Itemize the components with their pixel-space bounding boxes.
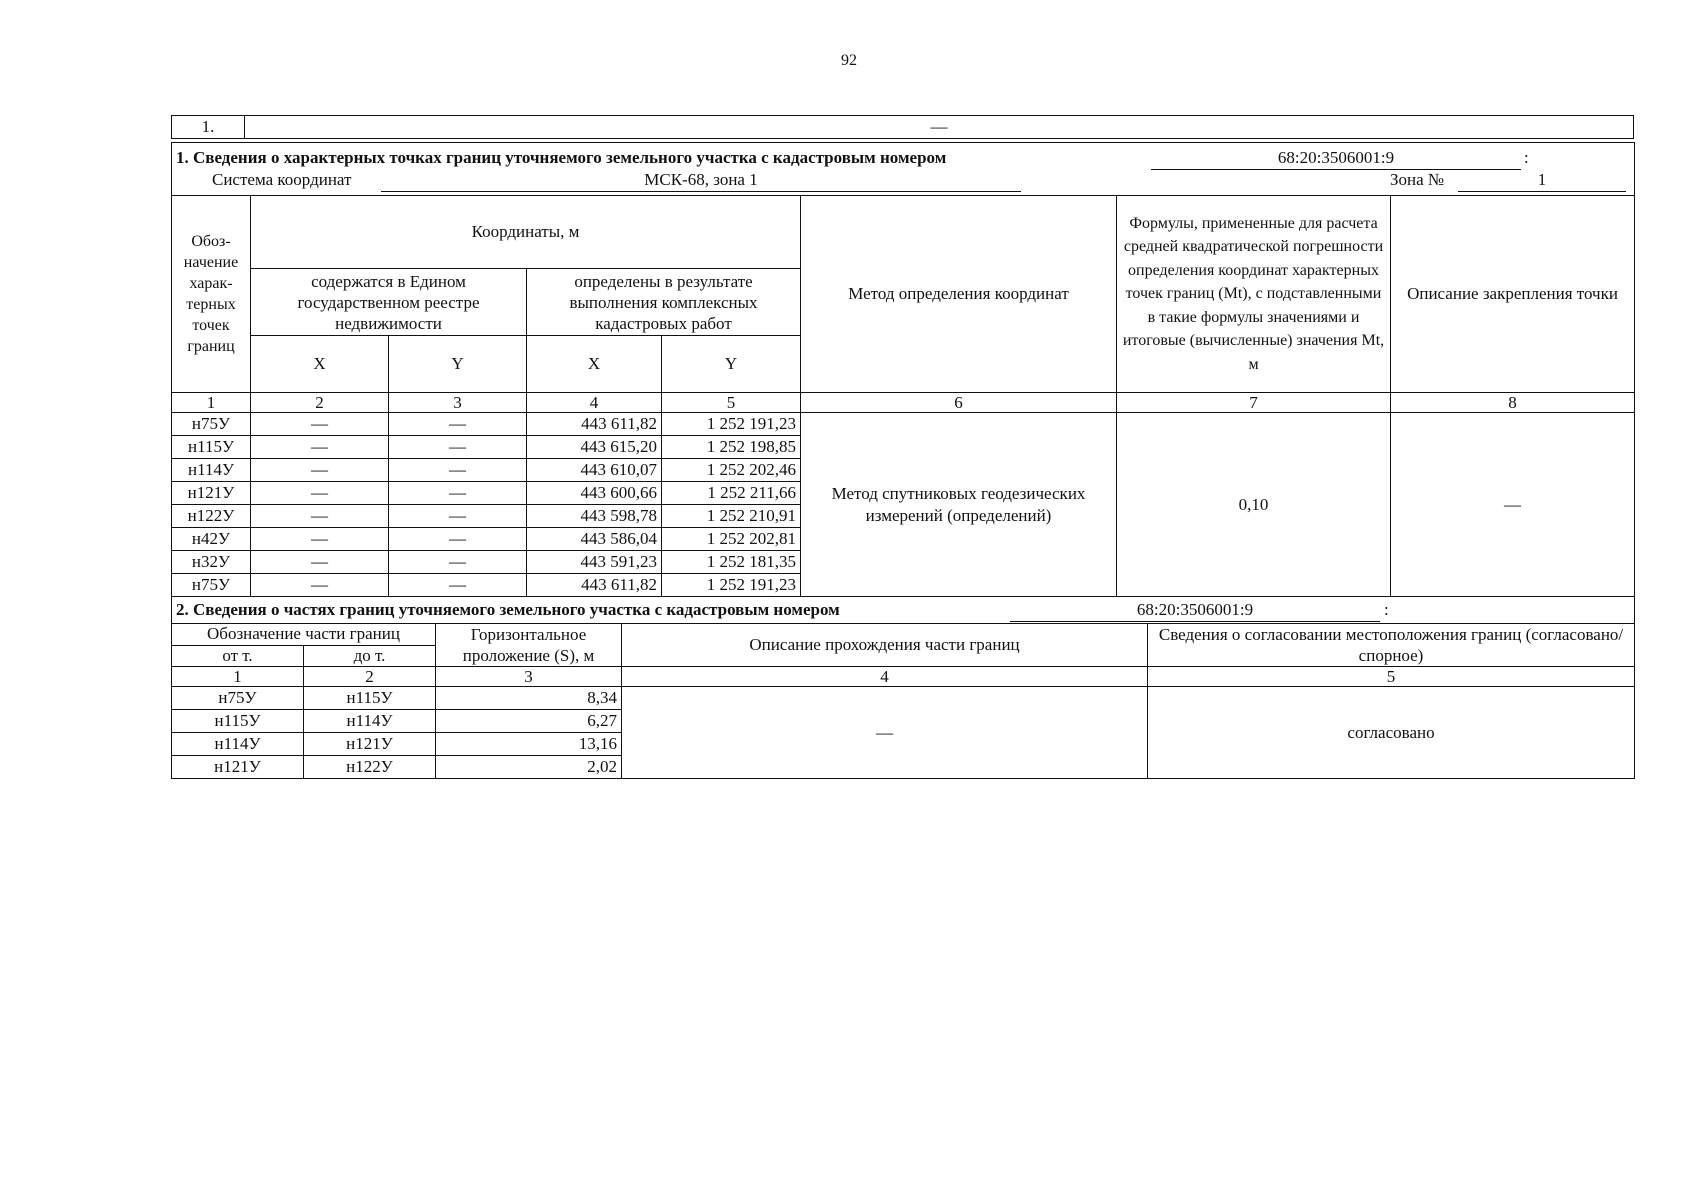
- header-x-registry: X: [251, 336, 389, 393]
- section2-cadastral-number: 68:20:3506001:9: [1010, 599, 1380, 622]
- y-coordinate: 1 252 181,35: [662, 551, 801, 574]
- y-registry: —: [389, 551, 527, 574]
- zone-value: 1: [1458, 169, 1626, 192]
- header-y-works: Y: [662, 336, 801, 393]
- section2-table: [171, 596, 1635, 779]
- y-registry: —: [389, 436, 527, 459]
- y-registry: —: [389, 413, 527, 436]
- section1-table: [171, 142, 1635, 597]
- x-coordinate: 443 591,23: [527, 551, 662, 574]
- col-number: 3: [436, 667, 622, 687]
- y-registry: —: [389, 459, 527, 482]
- col-number: 4: [622, 667, 1148, 687]
- y-coordinate: 1 252 202,46: [662, 459, 801, 482]
- horizontal-value: 2,02: [436, 756, 622, 779]
- col-number: 5: [662, 393, 801, 413]
- section2-colon: :: [1384, 600, 1389, 619]
- from-point: н75У: [172, 687, 304, 710]
- x-coordinate: 443 610,07: [527, 459, 662, 482]
- mt-value: 0,10: [1117, 413, 1391, 597]
- x-registry: —: [251, 528, 389, 551]
- point-name: н75У: [172, 574, 251, 597]
- point-name: н121У: [172, 482, 251, 505]
- y-registry: —: [389, 528, 527, 551]
- to-point: н121У: [304, 733, 436, 756]
- x-registry: —: [251, 551, 389, 574]
- x-coordinate: 443 611,82: [527, 574, 662, 597]
- top-row-value: —: [245, 116, 1634, 139]
- header-horizontal: Горизонтальное проложение (S), м: [436, 624, 622, 667]
- y-registry: —: [389, 505, 527, 528]
- header-fixing: Описание закрепления точки: [1391, 196, 1635, 393]
- zone-label: Зона №: [1390, 170, 1445, 189]
- col-number: 2: [251, 393, 389, 413]
- fixing-value: —: [1391, 413, 1635, 597]
- y-coordinate: 1 252 191,23: [662, 574, 801, 597]
- point-name: н75У: [172, 413, 251, 436]
- horizontal-value: 13,16: [436, 733, 622, 756]
- top-row-number: 1.: [172, 116, 245, 139]
- col-number: 6: [801, 393, 1117, 413]
- y-coordinate: 1 252 211,66: [662, 482, 801, 505]
- y-coordinate: 1 252 198,85: [662, 436, 801, 459]
- section1-header: [172, 143, 1635, 196]
- table-row: [172, 687, 1635, 710]
- y-coordinate: 1 252 202,81: [662, 528, 801, 551]
- header-method: Метод определения координат: [801, 196, 1117, 393]
- method-value: Метод спутниковых геодезических измерений (определений): [801, 413, 1117, 597]
- y-registry: —: [389, 482, 527, 505]
- to-point: н122У: [304, 756, 436, 779]
- from-point: н115У: [172, 710, 304, 733]
- y-registry: —: [389, 574, 527, 597]
- y-coordinate: 1 252 191,23: [662, 413, 801, 436]
- col-number: 1: [172, 667, 304, 687]
- col-number: 2: [304, 667, 436, 687]
- col-number: 8: [1391, 393, 1635, 413]
- page-number: 92: [841, 52, 857, 69]
- x-registry: —: [251, 505, 389, 528]
- x-coordinate: 443 598,78: [527, 505, 662, 528]
- header-part-designation: Обозначение части границ: [172, 624, 436, 646]
- x-coordinate: 443 586,04: [527, 528, 662, 551]
- col-number: 7: [1117, 393, 1391, 413]
- col-number: 5: [1148, 667, 1635, 687]
- section1-colon: :: [1524, 148, 1529, 167]
- header-agreement: Сведения о согласовании местоположения границ (согласовано/спорное): [1148, 624, 1635, 667]
- from-point: н114У: [172, 733, 304, 756]
- col-number: 4: [527, 393, 662, 413]
- x-coordinate: 443 615,20: [527, 436, 662, 459]
- document-sheet: [171, 115, 1634, 779]
- description-value: —: [622, 687, 1148, 779]
- header-to: до т.: [304, 645, 436, 667]
- x-coordinate: 443 611,82: [527, 413, 662, 436]
- x-registry: —: [251, 459, 389, 482]
- header-coordinates: Координаты, м: [251, 196, 801, 269]
- horizontal-value: 8,34: [436, 687, 622, 710]
- section2-header: [172, 597, 1635, 624]
- to-point: н115У: [304, 687, 436, 710]
- to-point: н114У: [304, 710, 436, 733]
- section1-title: 1. Сведения о характерных точках границ уточняемого земельного участка с кадастровым номером: [176, 148, 947, 167]
- header-x-works: X: [527, 336, 662, 393]
- point-name: н115У: [172, 436, 251, 459]
- y-coordinate: 1 252 210,91: [662, 505, 801, 528]
- x-registry: —: [251, 413, 389, 436]
- horizontal-value: 6,27: [436, 710, 622, 733]
- coord-system-value: МСК-68, зона 1: [381, 169, 1021, 192]
- col-number: 3: [389, 393, 527, 413]
- point-name: н114У: [172, 459, 251, 482]
- x-registry: —: [251, 482, 389, 505]
- x-registry: —: [251, 574, 389, 597]
- header-formulas: Формулы, примененные для расчета средней квадратической погрешности определения координат характерных точек границ (Mt), с подставленными в такие формулы значениями и итоговые (вычисленные) значения Mt, м: [1117, 196, 1391, 393]
- header-description: Описание прохождения части границ: [622, 624, 1148, 667]
- header-in-registry: содержатся в Едином государственном реестре недвижимости: [251, 269, 527, 336]
- section2-title: 2. Сведения о частях границ уточняемого земельного участка с кадастровым номером: [176, 600, 840, 619]
- header-designation: Обоз-начение харак-терных точек границ: [172, 196, 251, 393]
- section1-cadastral-number: 68:20:3506001:9: [1151, 147, 1521, 170]
- col-number: 1: [172, 393, 251, 413]
- header-by-works: определены в результате выполнения комплексных кадастровых работ: [527, 269, 801, 336]
- point-name: н32У: [172, 551, 251, 574]
- coord-system-label: Система координат: [212, 170, 352, 189]
- x-coordinate: 443 600,66: [527, 482, 662, 505]
- from-point: н121У: [172, 756, 304, 779]
- point-name: н122У: [172, 505, 251, 528]
- x-registry: —: [251, 436, 389, 459]
- agreement-value: согласовано: [1148, 687, 1635, 779]
- top-row-table: [171, 115, 1634, 139]
- header-y-registry: Y: [389, 336, 527, 393]
- point-name: н42У: [172, 528, 251, 551]
- table-row: [172, 413, 1635, 436]
- header-from: от т.: [172, 645, 304, 667]
